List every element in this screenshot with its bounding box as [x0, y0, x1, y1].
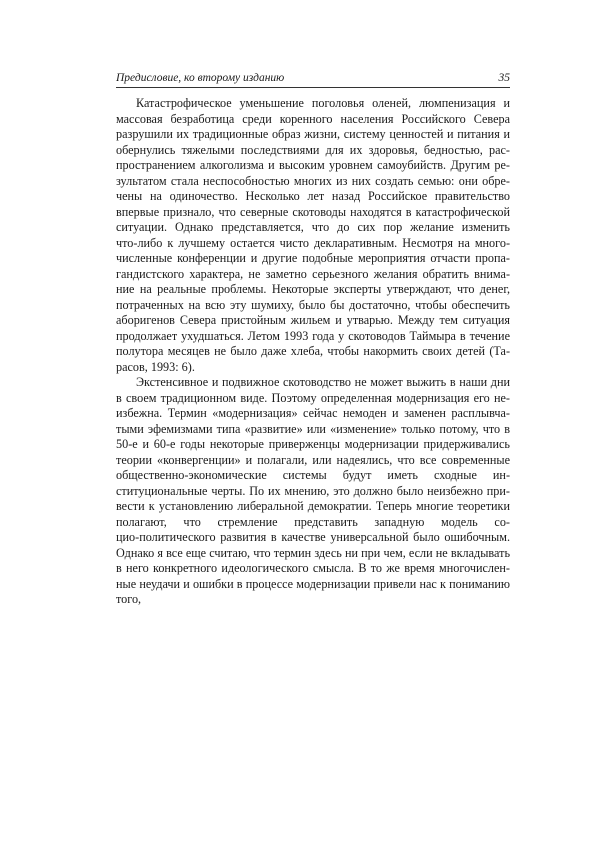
- text-line: ституциональные черты. По их мнению, это должно было неизбежно при-: [116, 483, 510, 498]
- text-line: теории «конвергенции» и полагали, или надеялись, что все современные: [116, 452, 510, 467]
- text-line: массовая безработица среди коренного населения Российского Севера: [116, 111, 510, 126]
- paragraph-1: [116, 96, 510, 375]
- text-line: в него конкретного идеологического смысла. В то же время многочислен-: [116, 561, 510, 575]
- text-line: в своем традиционном виде. Поэтому определенная модернизация его не-: [116, 390, 510, 405]
- text-line: продолжает ухудшаться. Летом 1993 года у скотоводов Таймыра в течение: [116, 328, 510, 343]
- text-line: полагают, что стремление представить западную модель со-: [116, 514, 510, 529]
- body-text: [116, 96, 510, 608]
- text-line: аборигенов Севера пристойным жильем и утварью. Между тем ситуация: [116, 313, 510, 327]
- text-line: ние на реальные проблемы. Некоторые эксперты утверждают, что денег,: [116, 282, 510, 296]
- text-line: разрушили их традиционные образ жизни, систему ценностей и питания и: [116, 127, 510, 141]
- text-line: избежна. Термин «модернизация» сейчас немоден и заменен расплывча-: [116, 406, 510, 420]
- text-line: обернулись тяжелыми последствиями для их здоровья, бедностью, рас-: [116, 142, 510, 157]
- text-line: вести к установлению либеральной демократии. Теперь многие теоретики: [116, 499, 510, 513]
- text-line: впервые признало, что северные скотоводы находятся в катастрофической: [116, 204, 510, 219]
- text-line: 50-е и 60-е годы некоторые приверженцы модернизации придерживались: [116, 437, 510, 451]
- paragraph-2: [116, 375, 510, 608]
- text-line: потраченных на всю эту шумиху, было бы достаточно, чтобы обеспечить: [116, 297, 510, 312]
- text-line: того,: [116, 592, 142, 606]
- text-line: общественно-экономические системы будут иметь сходные ин-: [116, 468, 510, 482]
- text-line: ные неудачи и ошибки в процессе модернизации привели нас к пониманию: [116, 576, 510, 591]
- text-line: что-либо к лучшему остается чисто декларативным. Несмотря на много-: [116, 235, 510, 250]
- text-line: Катастрофическое уменьшение поголовья оленей, люмпенизация и: [136, 96, 510, 110]
- text-line: полутора месяцев не было даже хлеба, чтобы накормить своих детей (Та-: [116, 344, 510, 358]
- text-line: численные конференции и другие подобные мероприятия отчасти пропа-: [116, 251, 510, 265]
- text-line: зультатом стала неспособностью многих из них создать семью: они обре-: [116, 173, 510, 188]
- text-line: чены на одиночество. Несколько лет назад Российское правительство: [116, 189, 510, 203]
- text-line: ситуации. Однако представляется, что до сих пор желание изменить: [116, 220, 510, 234]
- running-head-title: Предисловие, ко второму изданию: [116, 72, 285, 84]
- text-line: тыми эфемизмами типа «развитие» или «изменение» только потому, что в: [116, 421, 510, 436]
- text-line: Экстенсивное и подвижное скотоводство не может выжить в наши дни: [136, 375, 510, 389]
- running-header: [116, 71, 510, 88]
- text-line: пространением алкоголизма и высоким уровнем самоубийств. Другим ре-: [116, 158, 510, 172]
- text-line: расов, 1993: 6).: [116, 359, 195, 374]
- page-number: 35: [498, 72, 510, 84]
- text-line: Однако я все еще считаю, что термин здесь ни при чем, если не вкладывать: [116, 545, 510, 560]
- text-line: цио-политического развития в качестве универсальной было ошибочным.: [116, 530, 510, 544]
- text-line: гандистского характера, не заметно серьезного желания обратить внима-: [116, 266, 510, 281]
